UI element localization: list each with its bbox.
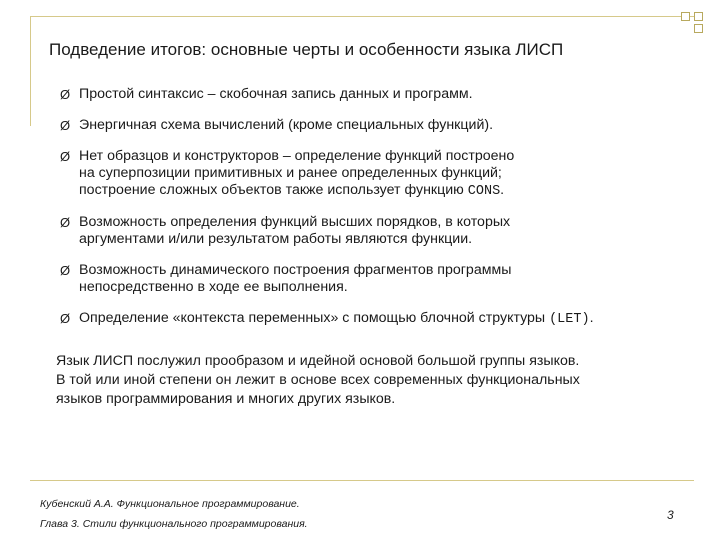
bullet-item	[60, 86, 700, 103]
bullet-item	[60, 262, 700, 296]
slide-title: Подведение итогов: основные черты и особенности языка ЛИСП	[49, 40, 564, 59]
bullet-text: Возможность динамического построения фрагментов программы непосредственно в ходе ее выполнения.	[79, 262, 512, 295]
bullet-arrow-icon: Ø	[60, 311, 71, 326]
bullet-arrow-icon: Ø	[60, 118, 71, 133]
footer	[40, 494, 308, 534]
left-decor-line	[30, 16, 31, 126]
top-decor-line	[30, 16, 694, 17]
bullet-arrow-icon: Ø	[60, 87, 71, 102]
bullet-suffix: .	[589, 310, 594, 326]
corner-square-top-right-2	[694, 12, 703, 21]
bullet-text: Нет образцов и конструкторов – определение функций построено на суперпозиции примитивных и ранее определенных функций; построение сложных объектов также использует функцию	[79, 148, 515, 198]
bullet-text: Простой синтаксис – скобочная запись данных и программ.	[79, 86, 473, 102]
bullet-code: (LET)	[549, 312, 590, 327]
bullet-item	[60, 310, 700, 328]
bullet-item	[60, 117, 700, 134]
bullet-item	[60, 214, 700, 248]
bullet-suffix: .	[500, 182, 505, 198]
bullet-arrow-icon: Ø	[60, 149, 71, 164]
footer-decor-line	[30, 480, 694, 481]
bullet-arrow-icon: Ø	[60, 263, 71, 278]
bullet-code: CONS	[467, 184, 501, 199]
corner-square-top-right-1	[681, 12, 690, 21]
bullet-list	[60, 86, 700, 342]
bullet-text: Энергичная схема вычислений (кроме специальных функций).	[79, 117, 494, 133]
corner-square-top-right-3	[694, 24, 703, 33]
bullet-text: Возможность определения функций высших порядков, в которых аргументами и/или результатом работы являются функции.	[79, 214, 511, 247]
summary-paragraph: Язык ЛИСП послужил прообразом и идейной основой большой группы языков. В той или иной степени он лежит в основе всех современных функциональных языков программирования и многих других языков.	[56, 353, 580, 407]
bullet-text: Определение «контекста переменных» с помощью блочной структуры	[79, 310, 550, 326]
footer-chapter-line: Глава 3. Стили функционального программирования.	[40, 518, 308, 530]
bullet-arrow-icon: Ø	[60, 215, 71, 230]
footer-author-line: Кубенский А.А. Функциональное программирование.	[40, 498, 300, 510]
bullet-item	[60, 148, 700, 200]
page-number: 3	[667, 508, 674, 522]
